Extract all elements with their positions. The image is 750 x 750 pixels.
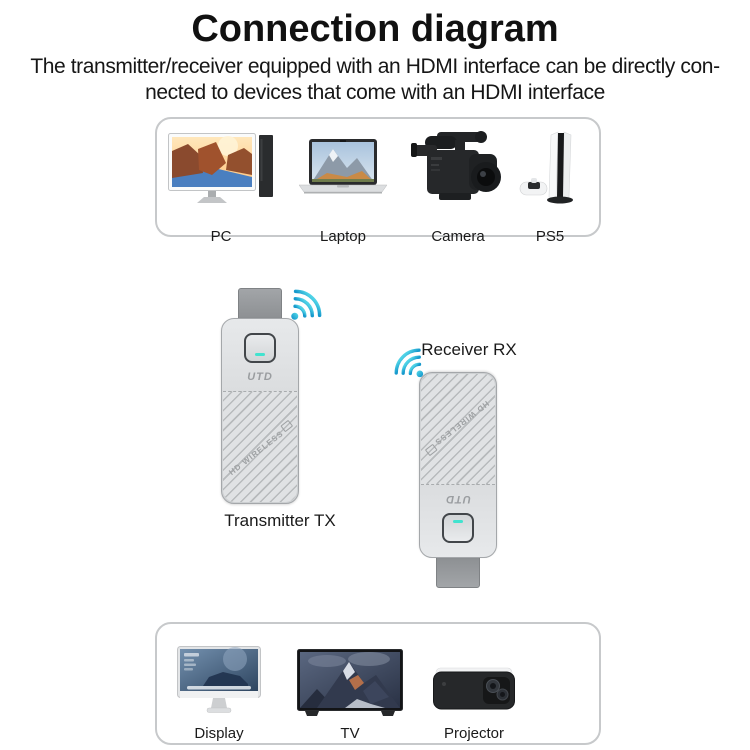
brand-logo: UTD — [247, 371, 273, 383]
page-subtitle — [0, 54, 750, 106]
transmitter-body — [221, 318, 299, 504]
subtitle-line-1: The transmitter/receiver equipped with an HDMI interface can be directly con- — [30, 55, 720, 78]
pairing-button — [442, 513, 474, 543]
ps5-image — [518, 131, 582, 205]
transmitter-label: Transmitter TX — [224, 511, 336, 530]
receiver-dongle — [419, 370, 497, 590]
output-slot-display — [171, 646, 267, 746]
transmitter-dongle — [221, 286, 299, 506]
page-title: Connection diagram — [191, 8, 559, 50]
laptop-image — [299, 139, 387, 201]
subtitle-line-2: nected to devices that come with an HDMI interface — [145, 81, 605, 104]
output-slot-projector — [424, 644, 524, 747]
output-slot-tv — [297, 649, 403, 747]
pc-image — [168, 133, 274, 207]
body-print-text: HD WIRELESS — [433, 399, 492, 448]
display-image — [177, 646, 261, 718]
source-slot-pc — [166, 133, 276, 245]
hdmi-connector — [238, 288, 282, 322]
body-print-text: HD WIRELESS — [226, 428, 285, 477]
pairing-button — [244, 333, 276, 363]
led-indicator — [255, 353, 265, 356]
source-label-laptop: Laptop — [320, 228, 366, 245]
hdmi-connector — [436, 554, 480, 588]
receiver-body — [419, 372, 497, 558]
camera-image — [411, 127, 505, 207]
tv-image — [297, 649, 403, 719]
led-indicator — [453, 520, 463, 523]
output-devices-box — [155, 622, 601, 745]
striped-texture — [223, 391, 297, 502]
output-label-projector: Projector — [443, 725, 505, 742]
output-label-display: Display — [194, 725, 244, 742]
body-print — [421, 396, 495, 459]
source-label-ps5: PS5 — [535, 228, 565, 245]
source-slot-laptop — [293, 139, 393, 245]
source-devices-box — [155, 117, 601, 245]
receiver-label: Receiver RX — [421, 340, 517, 359]
projector-image — [433, 666, 515, 714]
brand-logo: UTD — [445, 493, 471, 505]
striped-texture — [421, 374, 495, 485]
output-label-tv: TV — [340, 725, 360, 742]
body-print — [223, 416, 297, 479]
source-label-pc: PC — [210, 228, 232, 245]
source-slot-ps5 — [504, 131, 596, 245]
source-slot-camera — [409, 127, 507, 245]
source-label-camera: Camera — [431, 228, 485, 245]
